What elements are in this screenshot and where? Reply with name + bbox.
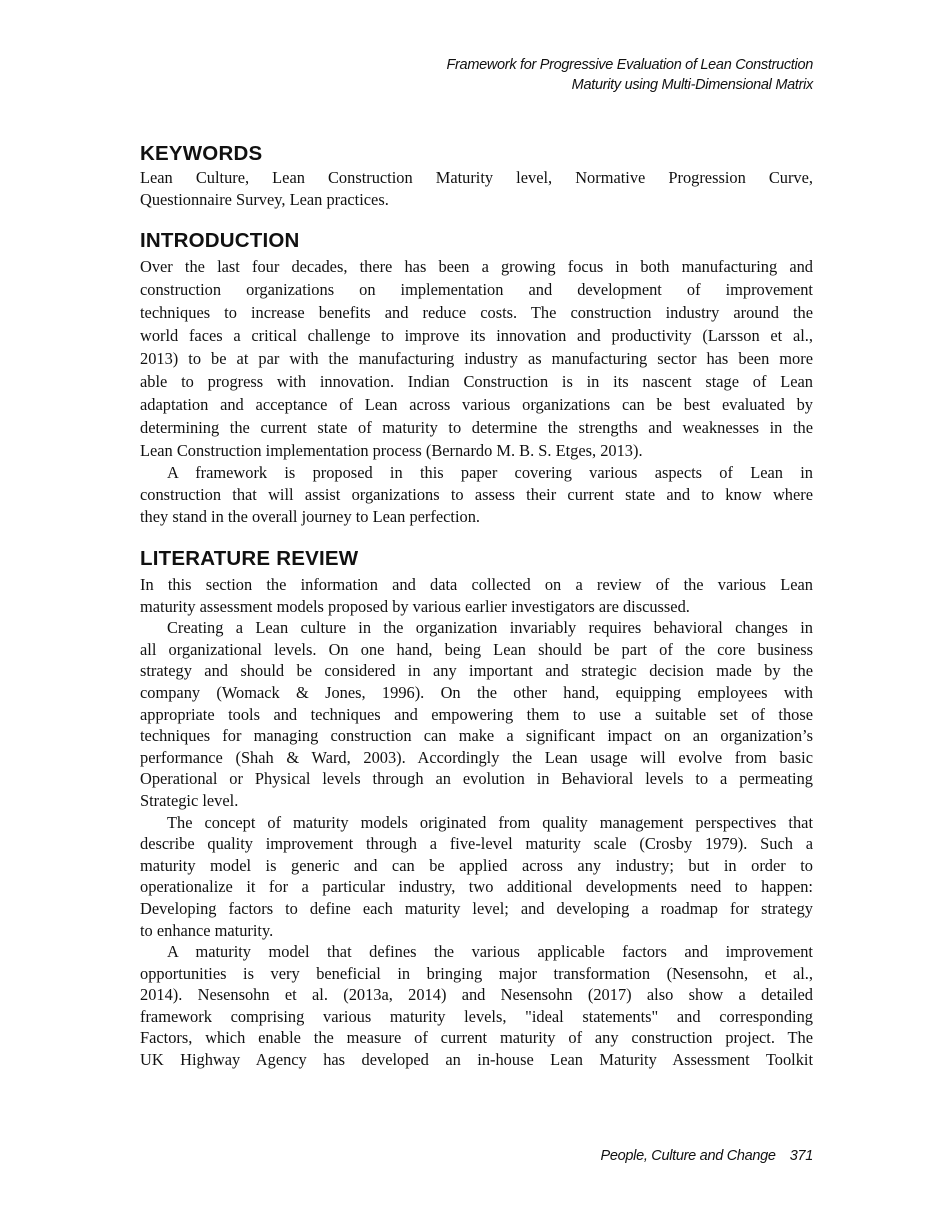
text-line: framework comprising various maturity levels, "ideal statements" and corresponding xyxy=(140,1006,813,1026)
page-number: 371 xyxy=(789,1148,813,1164)
text-line: Questionnaire Survey, Lean practices. xyxy=(140,190,389,209)
text-line: A maturity model that defines the various applicable factors and improvement xyxy=(167,942,813,962)
text-line: Strategic level. xyxy=(140,790,239,810)
paragraph xyxy=(140,462,813,527)
paragraph xyxy=(140,812,813,942)
text-line: describe quality improvement through a five-level maturity scale (Crosby 1979). Such a xyxy=(140,834,813,854)
text-line: Developing factors to define each maturity level; and developing a roadmap for strategy xyxy=(140,898,813,918)
text-line: operationalize it for a particular industry, two additional developments need to happen: xyxy=(140,877,813,897)
paragraph xyxy=(140,255,813,462)
text-line: In this section the information and data collected on a review of the various Lean xyxy=(140,575,813,594)
text-line: Factors, which enable the measure of current maturity of any construction project. The xyxy=(140,1028,813,1048)
text-line: appropriate tools and techniques and empowering them to use a suitable set of those xyxy=(140,704,813,724)
introduction-body xyxy=(140,255,813,527)
paragraph xyxy=(140,941,813,1071)
text-line: construction that will assist organizations to assess their current state and to know where xyxy=(140,484,813,504)
text-line: opportunities is very beneficial in bringing major transformation (Nesensohn, et al., xyxy=(140,963,813,983)
text-line: 2014). Nesensohn et al. (2013a, 2014) and Nesensohn (2017) also show a detailed xyxy=(140,985,813,1005)
footer-section-name: People, Culture and Change xyxy=(600,1148,776,1164)
text-line: Over the last four decades, there has been a growing focus in both manufacturing and xyxy=(140,257,813,276)
running-header-line-2: Maturity using Multi-Dimensional Matrix xyxy=(571,77,813,93)
text-line: adaptation and acceptance of Lean across various organizations can be best evaluated by xyxy=(140,395,813,414)
section-heading-introduction: INTRODUCTION xyxy=(140,229,300,252)
text-line: Lean Culture, Lean Construction Maturity level, Normative Progression Curve, xyxy=(140,168,813,187)
text-line: techniques for managing construction can make a significant impact on an organization’s xyxy=(140,726,813,746)
text-line: 2013) to be at par with the manufacturing industry as manufacturing sector has been more xyxy=(140,349,813,368)
text-line: all organizational levels. On one hand, being Lean should be part of the core business xyxy=(140,639,813,659)
section-heading-keywords: KEYWORDS xyxy=(140,142,263,165)
text-line: strategy and should be considered in any important and strategic decision made by the xyxy=(140,661,813,681)
text-line: maturity model is generic and can be applied across any industry; but in order to xyxy=(140,855,813,875)
text-line: able to progress with innovation. Indian Construction is in its nascent stage of Lean xyxy=(140,372,813,391)
text-line: Creating a Lean culture in the organization invariably requires behavioral changes in xyxy=(167,618,813,638)
literature-review-body xyxy=(140,574,813,1071)
paragraph xyxy=(140,617,813,811)
section-heading-literature-review: LITERATURE REVIEW xyxy=(140,547,359,570)
text-line: determining the current state of maturity to determine the strengths and weaknesses in the xyxy=(140,418,813,437)
text-line: Lean Construction implementation process (Bernardo M. B. S. Etges, 2013). xyxy=(140,441,643,460)
text-line: to enhance maturity. xyxy=(140,920,274,940)
text-line: UK Highway Agency has developed an in-house Lean Maturity Assessment Toolkit xyxy=(140,1050,813,1070)
paragraph xyxy=(140,574,813,617)
text-line: construction organizations on implementation and development of improvement xyxy=(140,280,813,299)
text-line: performance (Shah & Ward, 2003). Accordingly the Lean usage will evolve from basic xyxy=(140,747,813,767)
text-line: techniques to increase benefits and reduce costs. The construction industry around the xyxy=(140,303,813,322)
paragraph xyxy=(140,167,813,211)
text-line: they stand in the overall journey to Lean perfection. xyxy=(140,506,480,526)
text-line: Operational or Physical levels through an evolution in Behavioral levels to a permeating xyxy=(140,769,813,789)
page-footer xyxy=(601,1148,814,1164)
text-line: The concept of maturity models originated from quality management perspectives that xyxy=(167,812,813,832)
keywords-body xyxy=(140,167,813,211)
text-line: A framework is proposed in this paper covering various aspects of Lean in xyxy=(167,463,813,482)
text-line: world faces a critical challenge to improve its innovation and productivity (Larsson et al., xyxy=(140,326,813,345)
running-header-line-1: Framework for Progressive Evaluation of Lean Construction xyxy=(446,57,813,73)
text-line: maturity assessment models proposed by various earlier investigators are discussed. xyxy=(140,596,690,616)
text-line: company (Womack & Jones, 1996). On the other hand, equipping employees with xyxy=(140,682,813,702)
